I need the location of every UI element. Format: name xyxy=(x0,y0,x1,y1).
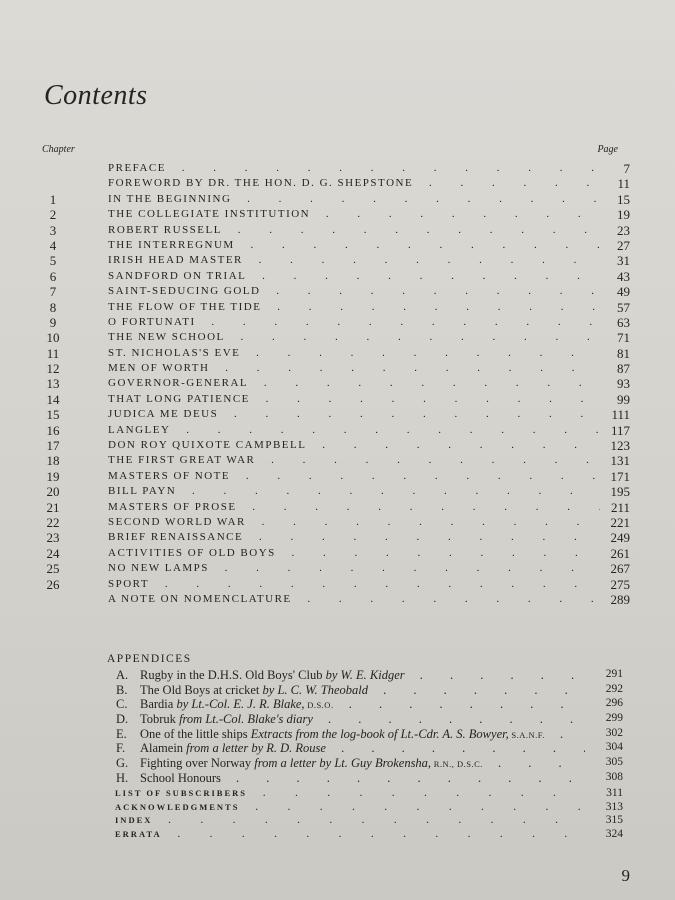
chapter-page: 81 xyxy=(617,345,630,361)
appendix-entry xyxy=(0,697,675,712)
toc-entry xyxy=(0,439,675,454)
back-matter-page: 315 xyxy=(605,814,623,826)
chapter-title: SANDFORD ON TRIAL . . . xyxy=(108,270,600,282)
chapter-title: ST. NICHOLAS'S EVE . . . xyxy=(108,347,600,359)
back-matter-entry xyxy=(0,815,675,829)
toc-entry xyxy=(0,331,675,346)
appendix-page: 305 xyxy=(605,756,623,769)
appendix-page: 302 xyxy=(605,726,623,739)
toc-entry xyxy=(0,285,675,300)
chapter-list xyxy=(0,162,675,608)
chapter-title: PREFACE . . . xyxy=(108,162,600,174)
appendix-byline: Extracts from the log-book of Lt.-Cdr. A. S. Bowyer, xyxy=(250,726,509,741)
toc-entry xyxy=(0,193,675,208)
chapter-page: 267 xyxy=(610,561,630,577)
chapter-number: 24 xyxy=(46,545,60,561)
chapter-number: 11 xyxy=(46,345,60,361)
back-matter-entry xyxy=(0,788,675,802)
chapter-page: 43 xyxy=(617,268,630,284)
appendix-page: 304 xyxy=(605,741,623,754)
chapter-title: NO NEW LAMPS . . . xyxy=(108,562,600,574)
appendix-title xyxy=(140,756,585,771)
appendix-text: One of the little ships xyxy=(140,726,251,741)
appendix-suffix: D.S.O. xyxy=(304,700,334,711)
chapter-number: 22 xyxy=(46,514,60,530)
chapter-page: 23 xyxy=(617,222,630,238)
back-matter-page: 324 xyxy=(605,827,623,840)
appendix-letter: A. xyxy=(116,668,129,682)
chapter-title: DON ROY QUIXOTE CAMPBELL . . . xyxy=(108,439,600,451)
back-matter-title: LIST OF SUBSCRIBERS . . . xyxy=(115,788,585,798)
chapter-page: 249 xyxy=(610,530,630,546)
toc-entry xyxy=(0,316,675,331)
page-column-header: Page xyxy=(597,144,618,155)
appendix-byline: from a letter by Lt. Guy Brokensha, xyxy=(254,756,432,771)
chapter-number: 9 xyxy=(49,314,57,330)
back-matter-entry xyxy=(0,829,675,843)
appendix-byline: from Lt.-Col. Blake's diary xyxy=(179,712,313,727)
chapter-page: 57 xyxy=(617,299,630,315)
chapter-number: 2 xyxy=(49,207,57,223)
page-title: Contents xyxy=(44,80,148,111)
chapter-title: ROBERT RUSSELL . . . xyxy=(108,224,600,236)
appendix-text: Alamein xyxy=(140,741,187,756)
appendix-page: 291 xyxy=(605,668,623,680)
appendix-text: School Honours xyxy=(140,770,221,785)
appendix-text: Fighting over Norway xyxy=(140,756,255,771)
chapter-page: 171 xyxy=(610,468,630,484)
appendix-entry xyxy=(0,668,675,683)
chapter-title: IN THE BEGINNING . . . xyxy=(108,193,600,205)
chapter-page: 131 xyxy=(610,453,630,469)
chapter-page: 261 xyxy=(610,545,630,561)
appendix-page: 292 xyxy=(605,682,623,695)
back-matter-page: 311 xyxy=(606,787,623,799)
chapter-title: THAT LONG PATIENCE . . . xyxy=(108,393,600,405)
appendix-entry xyxy=(0,771,675,786)
chapter-page: 111 xyxy=(611,407,630,423)
appendix-list xyxy=(0,668,675,786)
chapter-page: 275 xyxy=(610,576,630,592)
appendix-letter: C. xyxy=(116,697,128,712)
appendix-text: Bardia xyxy=(140,697,177,712)
appendix-page: 299 xyxy=(605,712,623,725)
chapter-page: 19 xyxy=(617,207,630,223)
chapter-title: SECOND WORLD WAR . . . xyxy=(108,516,600,528)
chapter-number: 12 xyxy=(46,361,60,377)
chapter-title: JUDICA ME DEUS . . . xyxy=(108,408,600,420)
chapter-title: BILL PAYN . . . xyxy=(108,485,600,497)
toc-entry xyxy=(0,485,675,500)
chapter-page: 93 xyxy=(617,376,630,392)
toc-entry xyxy=(0,270,675,285)
toc-entry xyxy=(0,224,675,239)
chapter-number: 7 xyxy=(49,284,57,300)
appendix-page: 308 xyxy=(605,770,623,783)
chapter-number: 19 xyxy=(46,468,60,484)
toc-entry xyxy=(0,177,675,192)
appendix-letter: B. xyxy=(116,682,128,697)
back-matter-list xyxy=(0,788,675,842)
toc-entry xyxy=(0,393,675,408)
chapter-number: 6 xyxy=(49,268,57,284)
toc-entry xyxy=(0,593,675,608)
appendix-text: The Old Boys at cricket xyxy=(140,682,263,697)
chapter-page: 289 xyxy=(610,591,630,607)
chapter-number: 5 xyxy=(49,253,57,269)
appendix-suffix: R.N., D.S.C. xyxy=(431,759,483,770)
chapter-number: 16 xyxy=(46,422,60,438)
appendix-title xyxy=(140,727,585,742)
chapter-page: 7 xyxy=(623,161,630,176)
chapter-title: IRISH HEAD MASTER . . . xyxy=(108,254,600,266)
back-matter-title: ACKNOWLEDGMENTS . . . xyxy=(115,802,585,812)
chapter-page: 15 xyxy=(617,191,630,207)
toc-entry xyxy=(0,578,675,593)
toc-entry xyxy=(0,547,675,562)
toc-entry xyxy=(0,516,675,531)
toc-entry xyxy=(0,454,675,469)
chapter-column-header: Chapter xyxy=(42,144,75,155)
chapter-title: SAINT-SEDUCING GOLD . . . xyxy=(108,285,600,297)
chapter-page: 71 xyxy=(617,330,630,346)
appendix-letter: H. xyxy=(116,770,129,785)
toc-entry xyxy=(0,254,675,269)
chapter-number: 13 xyxy=(46,376,60,392)
toc-entry xyxy=(0,408,675,423)
appendix-letter: G. xyxy=(116,756,129,771)
chapter-title: ACTIVITIES OF OLD BOYS . . . xyxy=(108,547,600,559)
chapter-page: 49 xyxy=(617,284,630,300)
chapter-number: 17 xyxy=(46,438,60,454)
toc-entry xyxy=(0,347,675,362)
appendix-title xyxy=(140,741,585,756)
chapter-title: FOREWORD BY DR. THE HON. D. G. SHEPSTONE . . . xyxy=(108,177,600,189)
chapter-page: 27 xyxy=(617,237,630,253)
chapter-number: 26 xyxy=(46,576,60,592)
appendix-text: Tobruk xyxy=(140,712,180,727)
appendix-entry xyxy=(0,712,675,727)
appendix-entry xyxy=(0,727,675,742)
chapter-number: 3 xyxy=(49,222,57,238)
appendix-byline: by L. C. W. Theobald xyxy=(262,682,368,697)
chapter-page: 31 xyxy=(617,253,630,269)
back-matter-title: ERRATA . . . xyxy=(115,829,585,839)
appendix-entry xyxy=(0,683,675,698)
appendix-suffix: S.A.N.F. xyxy=(508,729,545,740)
chapter-number: 10 xyxy=(46,330,60,346)
appendix-letter: E. xyxy=(116,726,127,741)
appendix-title xyxy=(140,668,585,683)
chapter-page: 63 xyxy=(617,314,630,330)
chapter-page: 123 xyxy=(610,438,630,454)
appendix-byline: by W. E. Kidger xyxy=(325,668,405,682)
appendix-title xyxy=(140,683,585,698)
chapter-page: 87 xyxy=(617,361,630,377)
toc-entry xyxy=(0,424,675,439)
appendix-entry xyxy=(0,741,675,756)
chapter-number: 15 xyxy=(46,407,60,423)
chapter-page: 221 xyxy=(610,514,630,530)
toc-entry xyxy=(0,377,675,392)
chapter-title: O FORTUNATI . . . xyxy=(108,316,600,328)
appendix-letter: D. xyxy=(116,712,129,727)
chapter-number: 8 xyxy=(49,299,57,315)
chapter-title: SPORT . . . xyxy=(108,578,600,590)
chapter-title: THE FLOW OF THE TIDE . . . xyxy=(108,301,600,313)
chapter-title: LANGLEY . . . xyxy=(108,424,600,436)
chapter-number: 20 xyxy=(46,484,60,500)
appendix-title xyxy=(140,712,585,727)
appendix-byline: from a letter by R. D. Rouse xyxy=(186,741,326,756)
appendix-title xyxy=(140,697,585,712)
toc-entry xyxy=(0,301,675,316)
chapter-page: 211 xyxy=(610,499,630,515)
chapter-title: THE INTERREGNUM . . . xyxy=(108,239,600,251)
toc-entry xyxy=(0,362,675,377)
appendix-entry xyxy=(0,756,675,771)
back-matter-page: 313 xyxy=(605,800,623,813)
toc-entry xyxy=(0,531,675,546)
chapter-page: 11 xyxy=(617,176,630,192)
chapter-title: A NOTE ON NOMENCLATURE . . . xyxy=(108,593,600,605)
page-number: 9 xyxy=(621,866,630,885)
appendix-byline: by Lt.-Col. E. J. R. Blake, xyxy=(176,697,305,712)
chapter-number: 21 xyxy=(46,499,60,515)
toc-entry xyxy=(0,208,675,223)
chapter-title: THE COLLEGIATE INSTITUTION . . . xyxy=(108,208,600,220)
chapter-page: 195 xyxy=(610,484,630,500)
toc-entry xyxy=(0,562,675,577)
chapter-number: 4 xyxy=(49,237,57,253)
chapter-title: GOVERNOR-GENERAL . . . xyxy=(108,377,600,389)
back-matter-entry xyxy=(0,802,675,816)
chapter-title: MASTERS OF PROSE . . . xyxy=(108,501,600,513)
chapter-page: 99 xyxy=(617,391,630,407)
chapter-number: 25 xyxy=(46,561,60,577)
back-matter-title: INDEX . . . xyxy=(115,815,585,825)
appendix-title xyxy=(140,771,585,786)
chapter-title: MASTERS OF NOTE . . . xyxy=(108,470,600,482)
chapter-page: 117 xyxy=(610,422,630,438)
toc-entry xyxy=(0,501,675,516)
chapter-number: 23 xyxy=(46,530,60,546)
chapter-title: THE NEW SCHOOL . . . xyxy=(108,331,600,343)
appendices-heading: APPENDICES xyxy=(107,653,192,665)
chapter-title: THE FIRST GREAT WAR . . . xyxy=(108,454,600,466)
appendix-letter: F. xyxy=(116,741,126,756)
chapter-title: BRIEF RENAISSANCE . . . xyxy=(108,531,600,543)
appendix-text: Rugby in the D.H.S. Old Boys' Club xyxy=(140,668,326,682)
toc-entry xyxy=(0,162,675,177)
toc-entry xyxy=(0,239,675,254)
appendix-page: 296 xyxy=(605,697,623,710)
chapter-number: 1 xyxy=(49,191,57,207)
chapter-number: 14 xyxy=(46,391,60,407)
chapter-title: MEN OF WORTH . . . xyxy=(108,362,600,374)
chapter-number: 18 xyxy=(46,453,60,469)
toc-entry xyxy=(0,470,675,485)
